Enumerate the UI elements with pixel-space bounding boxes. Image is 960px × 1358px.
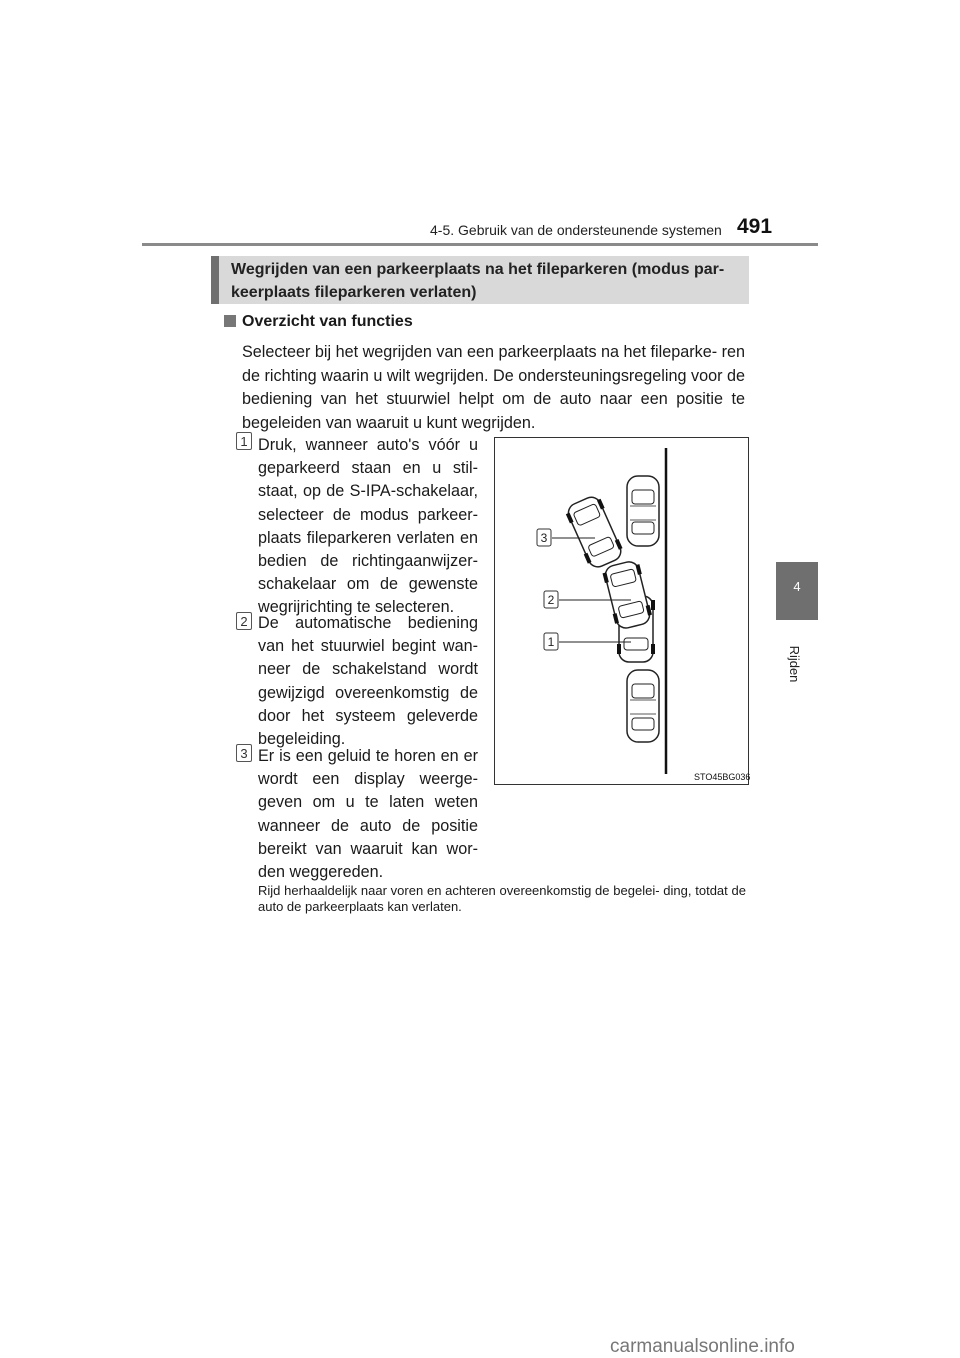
callout-3 <box>537 529 551 546</box>
callout-1 <box>544 633 558 650</box>
svg-text:1: 1 <box>547 635 555 649</box>
parked-car-rear <box>627 670 659 742</box>
step-3-marker: 3 <box>236 744 252 762</box>
svg-text:2: 2 <box>547 593 555 607</box>
section-title-line-2: keerplaats fileparkeren verlaten) <box>231 284 477 301</box>
site-watermark: carmanualsonline.info <box>610 1336 795 1357</box>
overview-heading <box>224 313 413 331</box>
svg-text:3: 3 <box>540 531 548 545</box>
overview-heading-text: Overzicht van functies <box>242 313 413 330</box>
header-divider <box>142 243 818 246</box>
note-text: Rijd herhaaldelijk naar voren en achteren overeenkomstig de begelei- ding, totdat de auto de parkeerplaats kan verlaten. <box>258 883 746 914</box>
car-position-2 <box>601 559 653 630</box>
step-1-text: Druk, wanneer auto's vóór u geparkeerd staan en u stil- staat, op de S-IPA-schakelaar, selecteer de modus parkeer- plaats fileparkeren verlaten en bedien de richtingaanwijzer- schakelaar om de gewenste wegrijrichting te selecteren. <box>258 436 478 617</box>
callout-2 <box>544 591 558 608</box>
parking-exit-diagram <box>495 438 751 784</box>
overview-body: Selecteer bij het wegrijden van een parkeerplaats na het fileparke- ren de richting waarin u wilt wegrijden. De ondersteuningsregeling voor de bediening van het stuurwiel helpt om de auto naar een positie te begeleiden van waaruit u kunt wegrijden. <box>242 343 746 432</box>
section-title-line-1: Wegrijden van een parkeerplaats na het fileparkeren (modus par- <box>231 261 725 278</box>
step-3-text: Er is een geluid te horen en er wordt een display weerge- geven om u te laten weten wanneer de auto de positie bereikt van waaruit kan wor- den weggereden. <box>258 747 478 882</box>
chapter-tab-number: 4 <box>793 579 801 594</box>
step-1-marker: 1 <box>236 432 252 450</box>
header-section-title: 4-5. Gebruik van de ondersteunende systemen <box>430 222 722 238</box>
parked-car-front <box>627 476 659 546</box>
car-position-3 <box>563 493 625 571</box>
parking-exit-illustration <box>494 437 749 785</box>
step-2-marker: 2 <box>236 612 252 630</box>
section-title-box <box>211 256 749 304</box>
step-2-text: De automatische bediening van het stuurwiel begint wan- neer de schakelstand wordt gewijzigd overeenkomstig de door het systeem geleverde begeleiding. <box>258 614 478 749</box>
square-bullet-icon <box>224 315 236 327</box>
chapter-tab-label: Rijden <box>787 645 802 683</box>
page-number: 491 <box>737 215 773 238</box>
figure-code: STO45BG036 <box>694 772 751 782</box>
